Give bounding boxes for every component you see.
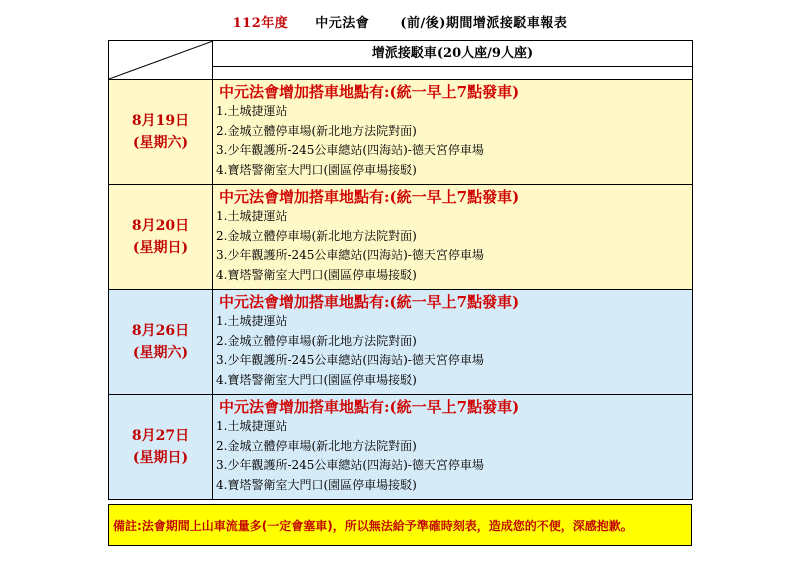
stop-item: 4.寶塔警衛室大門口(園區停車場接駁) [216,372,417,387]
schedule-table [108,40,693,500]
weekday-label: (星期日) [132,240,189,256]
title-year: 112年度 [232,16,289,31]
stop-item: 2.金城立體停車場(新北地方法院對面) [216,123,417,138]
stop-item: 1.土城捷運站 [216,104,288,118]
stop-item: 2.金城立體停車場(新北地方法院對面) [216,333,417,348]
pickup-headline: 中元法會增加搭車地點有:(統一早上7點發車) [219,188,520,206]
schedule-row [109,395,693,500]
title-event: 中元法會 [315,16,370,31]
pickup-info-cell [213,395,693,500]
pickup-info-cell [213,185,693,290]
stop-item: 3.少年觀護所-245公車總站(四海站)-德天宮停車場 [216,458,484,472]
date-label: 8月20日 [131,218,190,234]
stop-item: 4.寶塔警衛室大門口(園區停車場接駁) [216,162,417,177]
stop-list [215,417,692,495]
stop-item: 1.土城捷運站 [216,419,288,433]
stop-list [215,312,692,390]
schedule-row [109,185,693,290]
stop-item: 3.少年觀護所-245公車總站(四海站)-德天宮停車場 [216,143,484,157]
pickup-headline: 中元法會增加搭車地點有:(統一早上7點發車) [219,293,520,311]
stop-item: 2.金城立體停車場(新北地方法院對面) [216,228,417,243]
schedule-row [109,290,693,395]
report-title [0,12,800,31]
pickup-headline: 中元法會增加搭車地點有:(統一早上7點發車) [219,83,520,101]
pickup-info-cell [213,80,693,185]
weekday-label: (星期六) [132,345,189,361]
date-label: 8月19日 [131,113,190,129]
stop-list [215,207,692,285]
weekday-label: (星期六) [132,135,189,151]
header-label: 增派接駁車(20人座/9人座) [213,41,693,67]
date-cell [109,185,213,290]
schedule-row [109,80,693,185]
stop-list [215,102,692,180]
date-label: 8月27日 [131,428,190,444]
diagonal-line [109,41,213,79]
stop-item: 4.寶塔警衛室大門口(園區停車場接駁) [216,267,417,282]
header-spacer-cell [213,67,693,80]
stop-item: 3.少年觀護所-245公車總站(四海站)-德天宮停車場 [216,248,484,262]
header-row [109,41,693,67]
weekday-label: (星期日) [132,450,189,466]
stop-item: 1.土城捷運站 [216,314,288,328]
stop-item: 4.寶塔警衛室大門口(園區停車場接駁) [216,477,417,492]
date-cell [109,290,213,395]
date-label: 8月26日 [131,323,190,339]
diagonal-header-cell [109,41,213,80]
date-cell [109,395,213,500]
stop-item: 1.土城捷運站 [216,209,288,223]
pickup-info-cell [213,290,693,395]
stop-item: 2.金城立體停車場(新北地方法院對面) [216,438,417,453]
title-rest: (前/後)期間增派接駁車報表 [400,16,568,31]
remark-note: 備註:法會期間上山車流量多(一定會塞車)，所以無法給予準確時刻表，造成您的不便，深感抱歉。 [108,504,692,546]
date-cell [109,80,213,185]
stop-item: 3.少年觀護所-245公車總站(四海站)-德天宮停車場 [216,353,484,367]
pickup-headline: 中元法會增加搭車地點有:(統一早上7點發車) [219,398,520,416]
